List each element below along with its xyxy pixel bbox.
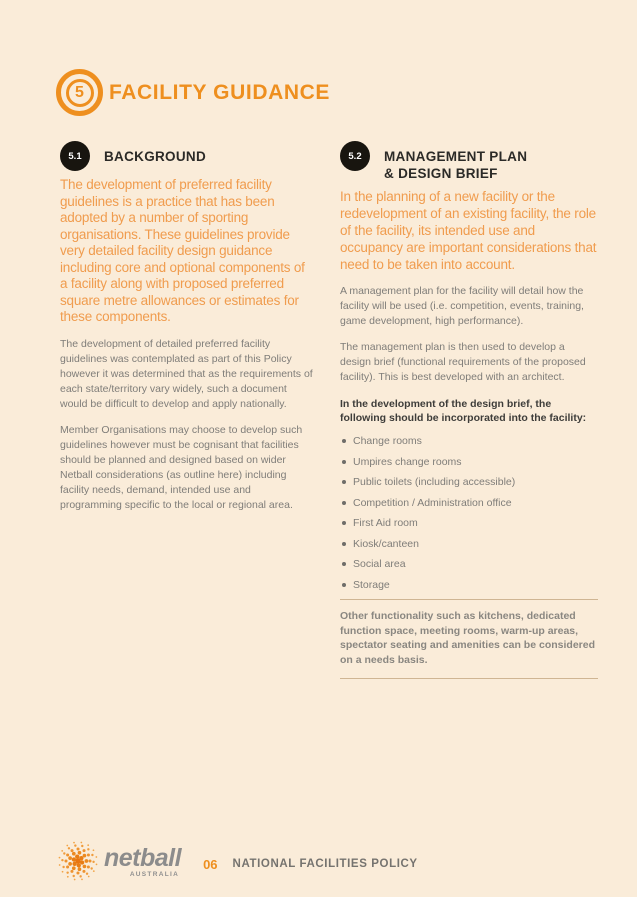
logo-subtext: AUSTRALIA [129,871,180,878]
section-management-header [340,141,598,182]
logo-wordmark [104,844,182,878]
section-number-badge: 5.1 [60,141,90,171]
chapter-header [56,69,330,116]
note-text: Other functionality such as kitchens, dedicated function space, meeting rooms, warm-up areas, spectator seating and amenities can be considered on a needs basis. [340,610,595,666]
lead-paragraph: In the planning of a new facility or the redevelopment of an existing facility, the role of the facility, its intended use and occupancy are important considerations that need to be taken into account. [340,189,597,272]
body-paragraph: A management plan for the facility will detail how the facility will be used (i.e. competition, events, training, game development, high performance). [340,285,584,327]
netball-dotted-ball-icon [54,837,102,885]
bullet-item: Umpires change rooms [340,456,598,468]
page-title: FACILITY GUIDANCE [109,80,330,104]
design-brief-bullet-list [340,435,598,591]
lead-paragraph: The development of preferred facility guidelines is a practice that has been adopted by a number of sporting organisations. These guidelines provide very detailed facility design guidance including core and optional components of a facility along with proposed preferred square metre allowances or estimates for these components. [60,177,305,324]
bullet-item: Social area [340,558,598,570]
section-heading [384,148,527,182]
section-background-header [60,141,313,171]
section-management-plan [340,141,598,679]
netball-australia-logo [54,837,181,885]
bullet-item: Public toilets (including accessible) [340,476,598,488]
bullet-item: Kiosk/canteen [340,538,598,550]
bullet-item: Competition / Administration office [340,497,598,509]
note-block [340,599,598,679]
section-heading-line1: MANAGEMENT PLAN [384,149,528,164]
section-background [60,141,313,513]
page-number: 06 [203,856,218,872]
section-heading-line2: & DESIGN BRIEF [384,166,498,181]
page-bottom-edge [0,897,637,901]
chapter-number: 5 [66,79,94,107]
section-number-badge: 5.2 [340,141,370,171]
body-paragraph: The management plan is then used to develop a design brief (functional requirements of the proposed facility). This is best developed with an architect. [340,341,586,383]
bullet-item: Storage [340,579,598,591]
section-heading: BACKGROUND [104,149,206,164]
body-paragraph: Member Organisations may choose to develop such guidelines however must be cognisant that facilities should be planned and designed based on wider Netball considerations (as outline here) including facility needs, demand, intended use and programming specific to the local or regional area. [60,423,303,511]
body-paragraph: The development of detailed preferred facility guidelines was contemplated as part of this Policy however it was determined that as the requirements of each state/territory vary widely, such a document would be difficult to develop and apply nationally. [60,337,313,410]
design-brief-list-intro: In the development of the design brief, the following should be incorporated into the facility: [340,398,587,424]
bullet-item: First Aid room [340,517,598,529]
page-footer [54,837,418,885]
document-title: NATIONAL FACILITIES POLICY [232,858,418,870]
chapter-ring-icon [56,69,103,116]
bullet-item: Change rooms [340,435,598,447]
logo-text: netball [104,844,182,872]
